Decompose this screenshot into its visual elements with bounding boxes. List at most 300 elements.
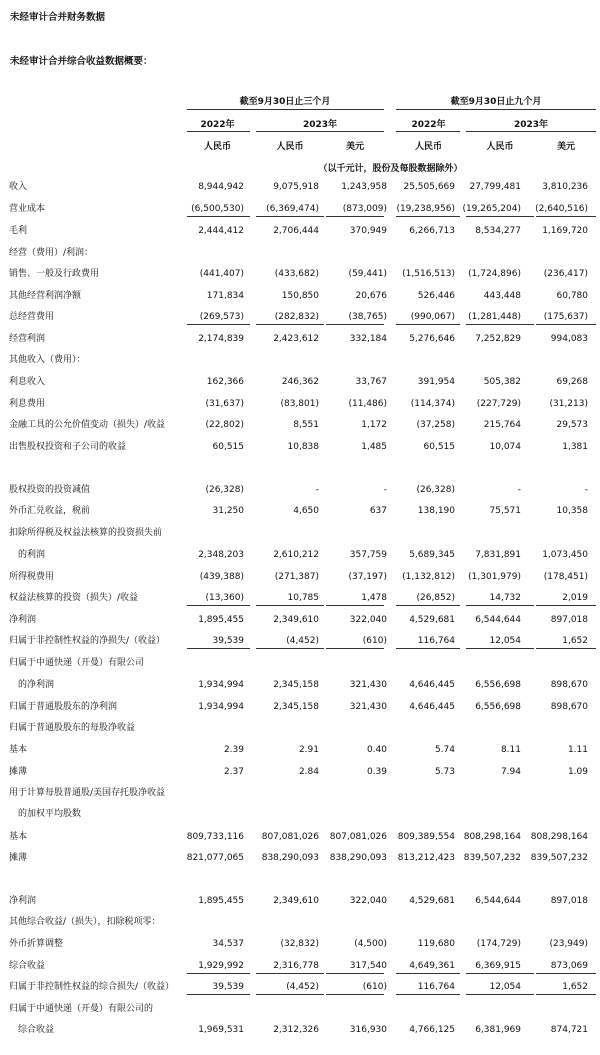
cell-value: 2,019 (562, 593, 588, 603)
cell-value: 1,929,992 (198, 961, 244, 971)
subtotal-rule (466, 973, 534, 974)
cell-value: 994,083 (550, 334, 588, 344)
row-label: 的加权平均股数 (18, 809, 82, 819)
table-row (0, 806, 600, 822)
cell-value: 60,515 (212, 442, 244, 452)
cell-value: 2,349,610 (273, 896, 319, 906)
cell-value: 2,423,612 (273, 334, 319, 344)
cell-value: (610) (362, 636, 387, 646)
table-row (0, 677, 600, 693)
cell-value: 0.40 (366, 745, 387, 755)
cell-value: - (315, 485, 319, 495)
subtotal-rule (466, 324, 534, 325)
cell-value: 637 (369, 506, 387, 516)
subtotal-rule (187, 216, 250, 217)
cell-value: 808,298,164 (463, 832, 521, 842)
subtotal-rule (536, 648, 596, 649)
cell-value: (26,328) (205, 485, 244, 495)
subtotal-rule (326, 324, 384, 325)
cell-value: 20,676 (355, 291, 387, 301)
table-row (0, 288, 600, 304)
subtotal-rule (466, 648, 534, 649)
cell-value: 31,250 (212, 506, 244, 516)
cell-value: 171,834 (206, 291, 244, 301)
table-row (0, 331, 600, 347)
row-label: 经营利润 (9, 334, 46, 344)
cell-value: 807,081,026 (329, 832, 387, 842)
cell-value: (1,516,513) (402, 269, 455, 279)
subtotal-rule (256, 324, 324, 325)
cell-value: (13,360) (205, 593, 244, 603)
cell-value: 1.09 (567, 767, 588, 777)
cell-value: 3,810,236 (542, 182, 588, 192)
cell-value: 1,172 (361, 420, 387, 430)
cell-value: (269,573) (199, 312, 244, 322)
cell-value: 8,534,277 (475, 226, 521, 236)
cell-value: 6,544,644 (475, 615, 521, 625)
row-label: 归属于非控制性权益的净损失/（收益） (9, 636, 166, 646)
cell-value: 0.39 (366, 767, 387, 777)
cell-value: 1,169,720 (542, 226, 588, 236)
cell-value: (26,852) (416, 593, 455, 603)
row-label: 利息费用 (9, 399, 46, 409)
table-row (0, 1001, 600, 1017)
row-label: 营业成本 (9, 204, 46, 214)
subtotal-rule (396, 973, 460, 974)
row-label: 的净利润 (18, 680, 55, 690)
cell-value: 391,954 (417, 377, 455, 387)
cell-value: (178,451) (543, 572, 588, 582)
cell-value: 1,652 (562, 636, 588, 646)
cell-value: (610) (362, 982, 387, 992)
cell-value: 321,430 (349, 702, 387, 712)
subtotal-rule (187, 648, 250, 649)
cell-value: 4,646,445 (409, 680, 455, 690)
table-row (0, 764, 600, 780)
cell-value: (439,388) (199, 572, 244, 582)
cell-value: 150,850 (281, 291, 319, 301)
header-rmb-2: 人民币 (276, 142, 304, 152)
cell-value: (6,500,530) (191, 204, 244, 214)
row-label: 净利润 (9, 896, 37, 906)
cell-value: (441,407) (199, 269, 244, 279)
cell-value: (114,374) (410, 399, 455, 409)
table-row (0, 569, 600, 585)
subtotal-rule (396, 605, 460, 606)
row-label: 所得税费用 (9, 572, 55, 582)
table-row (0, 396, 600, 412)
row-label: 归属于中通快递（开曼）有限公司 (9, 658, 145, 668)
table-row (0, 785, 600, 801)
cell-value: 10,358 (556, 506, 588, 516)
cell-value: 332,184 (349, 334, 387, 344)
row-label: 基本 (9, 745, 28, 755)
cell-value: 874,721 (550, 1025, 588, 1035)
cell-value: 322,040 (349, 615, 387, 625)
table-row (0, 958, 600, 974)
subtotal-rule (396, 216, 460, 217)
cell-value: 1,478 (361, 593, 387, 603)
header-nine-months: 截至9月30日止九个月 (450, 97, 542, 107)
cell-value: 1,652 (562, 982, 588, 992)
cell-value: 60,515 (423, 442, 455, 452)
cell-value: 162,366 (206, 377, 244, 387)
subtotal-rule (256, 216, 324, 217)
table-row (0, 633, 600, 649)
cell-value: 4,529,681 (409, 615, 455, 625)
cell-value: 6,544,644 (475, 896, 521, 906)
cell-value: (236,417) (543, 269, 588, 279)
cell-value: 8,944,942 (198, 182, 244, 192)
cell-value: 246,362 (281, 377, 319, 387)
subtotal-rule (187, 324, 250, 325)
income-summary-title: 未经审计合并综合收益数据概要： (10, 56, 153, 67)
row-label: 外币汇兑收益，税前 (9, 506, 91, 516)
table-row (0, 482, 600, 498)
cell-value: 2,312,326 (273, 1025, 319, 1035)
cell-value: 4,650 (293, 506, 319, 516)
header-year-2023-9m: 2023年 (513, 120, 549, 130)
cell-value: 1,485 (361, 442, 387, 452)
cell-value: 1,895,455 (198, 615, 244, 625)
subtotal-rule (326, 216, 384, 217)
cell-value: 5,276,646 (409, 334, 455, 344)
cell-value: 809,389,554 (397, 832, 455, 842)
cell-value: 2.91 (298, 745, 319, 755)
row-label: 出售股权投资和子公司的收益 (9, 442, 127, 452)
row-label: 归属于中通快递（开曼）有限公司的 (9, 1004, 154, 1014)
table-row (0, 201, 600, 217)
table-row (0, 417, 600, 433)
cell-value: (19,265,204) (462, 204, 521, 214)
cell-value: 2,174,839 (198, 334, 244, 344)
table-row (0, 547, 600, 563)
cell-value: 116,764 (417, 636, 455, 646)
table-row (0, 525, 600, 541)
row-label: 毛利 (9, 226, 28, 236)
cell-value: 1,969,531 (198, 1025, 244, 1035)
cell-value: (4,452) (286, 982, 319, 992)
cell-value: (1,724,896) (468, 269, 521, 279)
row-label: 净利润 (9, 615, 37, 625)
subtotal-rule (326, 648, 384, 649)
cell-value: (990,067) (410, 312, 455, 322)
subtotal-rule (326, 973, 384, 974)
table-row (0, 829, 600, 845)
table-row (0, 1022, 600, 1038)
row-label: 归属于普通股股东的每股净收益 (9, 723, 136, 733)
cell-value: 2,610,212 (273, 550, 319, 560)
cell-value: 10,785 (287, 593, 319, 603)
cell-value: (873,009) (342, 204, 387, 214)
row-label: 摊薄 (9, 767, 28, 777)
cell-value: (37,197) (348, 572, 387, 582)
cell-value: 322,040 (349, 896, 387, 906)
cell-value: (4,452) (286, 636, 319, 646)
row-label: 综合收益 (9, 961, 46, 971)
table-row (0, 893, 600, 909)
header-units-note: （以千元计，股份及每股数据除外） (318, 164, 463, 174)
cell-value: (4,500) (354, 939, 387, 949)
cell-value: 839,507,232 (530, 853, 588, 863)
subtotal-rule (536, 994, 596, 995)
cell-value: 897,018 (550, 896, 588, 906)
table-row (0, 439, 600, 455)
row-label: 其他综合收益/（损失），扣除税项零： (9, 917, 161, 927)
subtotal-rule (396, 994, 460, 995)
cell-value: 2,316,778 (273, 961, 319, 971)
cell-value: - (383, 485, 387, 495)
cell-value: 4,766,125 (409, 1025, 455, 1035)
row-label: 收入 (9, 182, 28, 192)
cell-value: 7,252,829 (475, 334, 521, 344)
cell-value: 526,446 (417, 291, 455, 301)
cell-value: 807,081,026 (261, 832, 319, 842)
cell-value: (2,640,516) (535, 204, 588, 214)
table-row (0, 179, 600, 195)
cell-value: 7,831,891 (475, 550, 521, 560)
header-usd-1: 美元 (345, 142, 364, 152)
cell-value: 443,448 (483, 291, 521, 301)
table-row (0, 309, 600, 325)
row-label: 总经营费用 (9, 312, 55, 322)
subtotal-rule (536, 605, 596, 606)
cell-value: (31,213) (549, 399, 588, 409)
subtotal-rule (466, 216, 534, 217)
table-row (0, 655, 600, 671)
cell-value: 60,780 (556, 291, 588, 301)
table-row (0, 374, 600, 390)
table-row (0, 914, 600, 930)
cell-value: 1,243,958 (341, 182, 387, 192)
table-row (0, 699, 600, 715)
cell-value: 6,369,915 (475, 961, 521, 971)
cell-value: 33,767 (355, 377, 387, 387)
cell-value: 6,381,969 (475, 1025, 521, 1035)
cell-value: (11,486) (348, 399, 387, 409)
cell-value: - (584, 485, 588, 495)
subtotal-rule (536, 973, 596, 974)
subtotal-rule (396, 648, 460, 649)
table-row (0, 936, 600, 952)
cell-value: (1,132,812) (402, 572, 455, 582)
cell-value: 2,345,158 (273, 680, 319, 690)
subtotal-rule (256, 973, 324, 974)
subtotal-rule (256, 648, 324, 649)
cell-value: 5.73 (434, 767, 455, 777)
row-label: 金融工具的公允价值变动（损失）/收益 (9, 420, 166, 430)
subtotal-rule (187, 605, 250, 606)
header-three-months: 截至9月30日止三个月 (239, 97, 331, 107)
cell-value: 2.39 (223, 745, 244, 755)
cell-value: 838,290,093 (329, 853, 387, 863)
cell-value: 505,382 (483, 377, 521, 387)
cell-value: 6,266,713 (409, 226, 455, 236)
row-label: 的利润 (18, 550, 46, 560)
cell-value: 4,646,445 (409, 702, 455, 712)
cell-value: 809,733,116 (186, 832, 244, 842)
cell-value: (32,832) (280, 939, 319, 949)
row-label: 其他收入（费用）： (9, 355, 86, 365)
row-label: 摊薄 (9, 853, 28, 863)
cell-value: (22,802) (205, 420, 244, 430)
table-row (0, 503, 600, 519)
cell-value: (174,729) (476, 939, 521, 949)
subtotal-rule (256, 605, 324, 606)
cell-value: 370,949 (349, 226, 387, 236)
cell-value: 838,290,093 (261, 853, 319, 863)
row-label: 归属于普通股股东的净利润 (9, 702, 118, 712)
cell-value: 215,764 (483, 420, 521, 430)
cell-value: (227,729) (476, 399, 521, 409)
subtotal-rule (536, 324, 596, 325)
row-label: 利息收入 (9, 377, 46, 387)
cell-value: 2,345,158 (273, 702, 319, 712)
table-row (0, 850, 600, 866)
cell-value: 316,930 (349, 1025, 387, 1035)
cell-value: 5,689,345 (409, 550, 455, 560)
cell-value: (1,281,448) (468, 312, 521, 322)
table-row (0, 223, 600, 239)
subtotal-rule (187, 973, 250, 974)
cell-value: (37,258) (416, 420, 455, 430)
row-label: 权益法核算的投资（损失）/收益 (9, 593, 139, 603)
row-label: 经营（费用）/利润： (9, 248, 94, 258)
cell-value: 8.11 (500, 745, 521, 755)
row-label: 外币折算调整 (9, 939, 64, 949)
cell-value: 2,348,203 (198, 550, 244, 560)
table-row (0, 720, 600, 736)
cell-value: 839,507,232 (463, 853, 521, 863)
subtotal-rule (396, 324, 460, 325)
cell-value: 39,539 (212, 636, 244, 646)
header-rmb-4: 人民币 (486, 142, 514, 152)
row-label: 归属于非控制性权益的综合损失/（收益） (9, 982, 175, 992)
cell-value: 39,539 (212, 982, 244, 992)
cell-value: 821,077,065 (186, 853, 244, 863)
cell-value: 7.94 (500, 767, 521, 777)
cell-value: 1.11 (567, 745, 588, 755)
cell-value: 69,268 (556, 377, 588, 387)
header-year-2022-9m: 2022年 (411, 120, 446, 130)
cell-value: (59,441) (348, 269, 387, 279)
cell-value: (83,801) (280, 399, 319, 409)
header-rmb-1: 人民币 (203, 142, 231, 152)
cell-value: 138,190 (417, 506, 455, 516)
cell-value: 1,934,994 (198, 702, 244, 712)
table-row (0, 245, 600, 261)
cell-value: (175,637) (543, 312, 588, 322)
financial-data-title: 未经审计合并财务数据 (10, 12, 106, 23)
cell-value: 14,732 (489, 593, 521, 603)
cell-value: (6,369,474) (266, 204, 319, 214)
cell-value: (282,832) (274, 312, 319, 322)
subtotal-rule (256, 994, 324, 995)
cell-value: 2,349,610 (273, 615, 319, 625)
cell-value: 1,073,450 (542, 550, 588, 560)
cell-value: 25,505,669 (403, 182, 455, 192)
cell-value: (23,949) (549, 939, 588, 949)
cell-value: 29,573 (556, 420, 588, 430)
cell-value: 808,298,164 (530, 832, 588, 842)
table-row (0, 266, 600, 282)
cell-value: 119,680 (417, 939, 455, 949)
table-row (0, 742, 600, 758)
subtotal-rule (187, 994, 250, 995)
cell-value: 5.74 (434, 745, 455, 755)
row-label: 扣除所得税及权益法核算的投资损失前 (9, 528, 163, 538)
header-rmb-3: 人民币 (414, 142, 442, 152)
table-row (0, 979, 600, 995)
table-row (0, 590, 600, 606)
subtotal-rule (466, 994, 534, 995)
cell-value: (38,765) (348, 312, 387, 322)
cell-value: 12,054 (489, 982, 521, 992)
cell-value: 357,759 (349, 550, 387, 560)
row-label: 销售、一般及行政费用 (9, 269, 100, 279)
subtotal-rule (536, 216, 596, 217)
cell-value: 116,764 (417, 982, 455, 992)
cell-value: 321,430 (349, 680, 387, 690)
cell-value: 9,075,918 (273, 182, 319, 192)
cell-value: 897,018 (550, 615, 588, 625)
header-year-2022-q: 2022年 (200, 120, 235, 130)
header-year-2023-q: 2023年 (302, 120, 338, 130)
row-label: 其他经营利润净额 (9, 291, 82, 301)
cell-value: 2,444,412 (198, 226, 244, 236)
cell-value: (271,387) (274, 572, 319, 582)
subtotal-rule (326, 994, 384, 995)
cell-value: (1,301,979) (468, 572, 521, 582)
cell-value: 2,706,444 (273, 226, 319, 236)
subtotal-rule (326, 605, 384, 606)
cell-value: (433,682) (274, 269, 319, 279)
table-row (0, 352, 600, 368)
cell-value: - (517, 485, 521, 495)
row-label: 基本 (9, 832, 28, 842)
cell-value: 4,649,361 (409, 961, 455, 971)
cell-value: 12,054 (489, 636, 521, 646)
cell-value: 10,838 (287, 442, 319, 452)
cell-value: 10,074 (489, 442, 521, 452)
cell-value: 813,212,423 (397, 853, 455, 863)
cell-value: 1,934,994 (198, 680, 244, 690)
cell-value: 34,537 (212, 939, 244, 949)
cell-value: (19,238,956) (396, 204, 455, 214)
cell-value: 898,670 (550, 702, 588, 712)
cell-value: 6,556,698 (475, 702, 521, 712)
cell-value: 27,799,481 (469, 182, 521, 192)
cell-value: 6,556,698 (475, 680, 521, 690)
cell-value: 2.37 (223, 767, 244, 777)
subtotal-rule (466, 605, 534, 606)
row-label: 用于计算每股普通股/美国存托股净收益 (9, 788, 166, 798)
cell-value: 1,895,455 (198, 896, 244, 906)
row-label: 股权投资的投资减值 (9, 485, 91, 495)
row-label: 综合收益 (18, 1025, 55, 1035)
cell-value: 898,670 (550, 680, 588, 690)
header-usd-2: 美元 (556, 142, 575, 152)
cell-value: 4,529,681 (409, 896, 455, 906)
cell-value: 873,069 (550, 961, 588, 971)
cell-value: 75,571 (489, 506, 521, 516)
table-row (0, 612, 600, 628)
cell-value: (31,637) (205, 399, 244, 409)
cell-value: 2.84 (298, 767, 319, 777)
cell-value: 8,551 (293, 420, 319, 430)
cell-value: (26,328) (416, 485, 455, 495)
cell-value: 1,381 (562, 442, 588, 452)
